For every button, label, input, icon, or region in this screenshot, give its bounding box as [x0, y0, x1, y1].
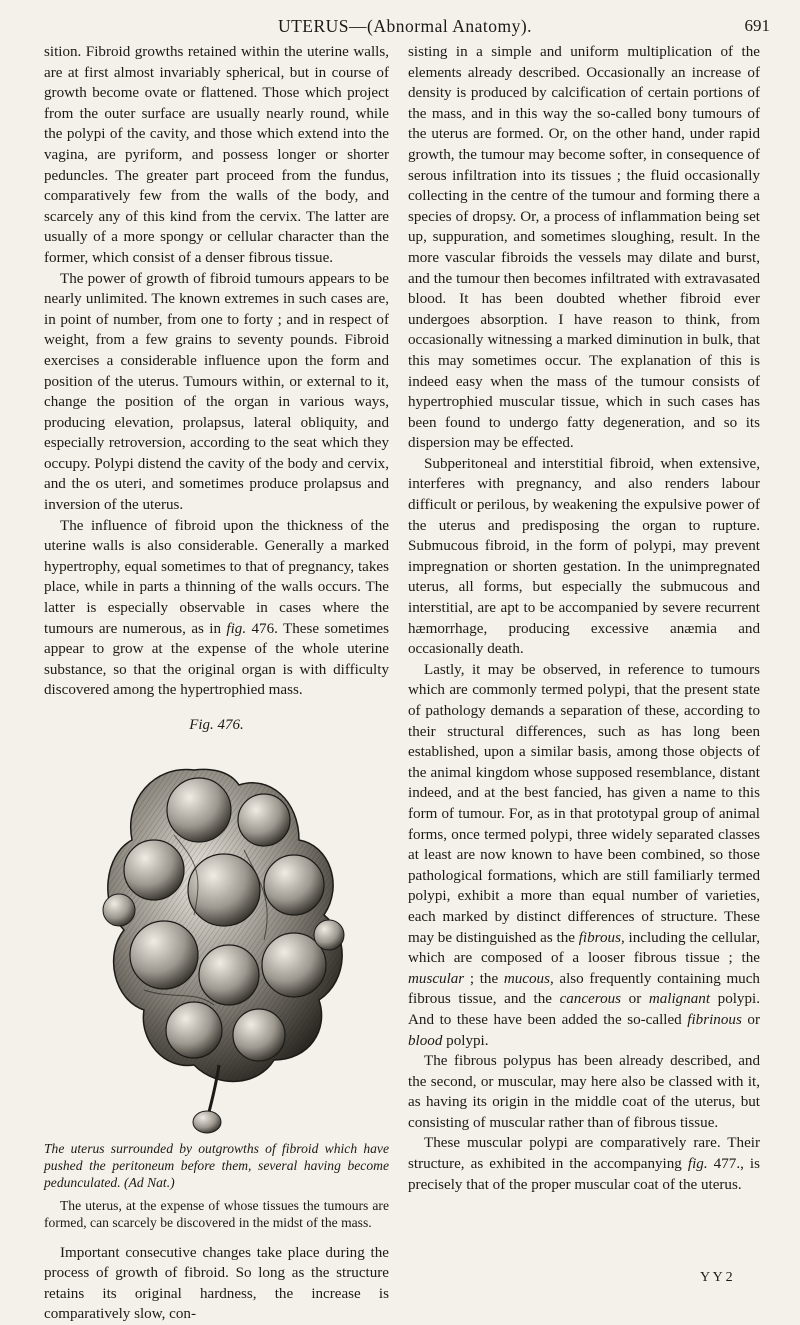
text-run: These sometimes appear to grow at the expense of the whole uterine substance, so that the original organ is with difficulty discovered among the hypertrophied mass.	[44, 620, 390, 699]
text-run: Lastly, it may be observed, in reference to tumours which are commonly termed polypi, that the present state of pathology demands a separation of these, according to their structural differences, such as has long been established, upon a similar basis, among those objects of the animal kingdom whose supposed resemblance, distant indeed, and at the best fancied, has given a name to this form of tumour. For, as in that prototypal group of animal forms, once termed polypi, three widely separated classes at least are now known to have been combined, so those pathological formations, which are still familiarly termed polypi, exhibit a more than equal number of varieties, each marked by distinct differences of structure. These may be distinguished as the	[408, 661, 760, 946]
paragraph: The power of growth of fibroid tumours appears to be nearly unlimited. The known extremes in such cases are, in point of number, from one to forty ; and in respect of weight, from a few grains to seventy pounds. Fibroid exercises a considerable influence upon the form and position of the uterus. Tumours within, or external to it, change the position of the organ in various ways, producing elevation, prolapsus, lateral obliquity, and especially retroversion, according to the seat which they occupy. Polypi distend the cavity of the body and cervix, and the os uteri, and sometimes produce prolapsus and inversion of the uterus.	[44, 270, 389, 514]
signature-mark: Y Y 2	[700, 1270, 733, 1285]
right-column	[408, 42, 760, 1195]
text-run: 476.	[246, 620, 278, 637]
left-column	[44, 42, 389, 1325]
term-cancerous: cancerous	[559, 991, 622, 1008]
page-number: 691	[744, 16, 770, 35]
paragraph: Important consecutive changes take place during the process of growth of fibroid. So long as the structure retains its original hardness, the increase is comparatively slow, con-	[44, 1244, 389, 1323]
text-run: , also frequently containing much fibrous tissue, and the	[408, 970, 760, 1008]
term-fibrinous: fibrinous	[687, 1011, 742, 1028]
text-run: , including the cellular, which are composed of a looser fibrous tissue ; the	[408, 929, 760, 967]
running-title: UTERUS—(Abnormal Anatomy).	[277, 16, 533, 36]
uterus-engraving	[44, 740, 389, 1140]
text-run: ; the	[464, 970, 504, 987]
figure-illustration	[44, 740, 389, 1140]
paragraph	[408, 1133, 760, 1195]
term-blood: blood	[408, 1032, 443, 1049]
term-mucous: mucous	[503, 970, 550, 987]
text-run: The influence of fibroid upon the thickness of the uterine walls is also considerable. Generally a marked hypertrophy, equal sometimes to that of pregnancy, takes place, while in parts a thinning of the walls occurs. The latter is especially observable in cases where the tumours are numerous, as in	[44, 517, 389, 637]
paragraph: Subperitoneal and interstitial fibroid, when extensive, interferes with pregnancy, and also renders labour difficult or perilous, by weakening the expulsive power of the uterus and predisposing the organ to rupture. Submucous fibroid, in the form of polypi, may prevent impregnation or shorten gestation. In the unimpregnated uterus, all forms, but especially the submucous and interstitial, are apt to be accompanied by severe recurrent hæmorrhage, producing excessive anæmia and occasionally death.	[408, 455, 760, 658]
paragraph: sisting in a simple and uniform multiplication of the elements already described. Occasionally an increase of density is produced by calcification of certain portions of the mass, and in this way the so-called bony tumours of the uterus are formed. Or, on the other hand, under rapid growth, the tumour may become softer, in consequence of serous infiltration into its tissues ; the fluid occasionally collecting in the centre of the tumour and forming there a species of dropsy. Or, a process of inflammation being set up, suppuration, and sometimes sloughing, result. In the more vascular fibroids the vessels may dilate and burst, and the tumour then becomes infiltrated with extravasated blood. It has been doubted whether fibroid ever undergoes absorption. I have reason to think, from occasionally witnessing a marked diminution in bulk, that this may sometimes occur. The explanation of this is indeed easy when the mass of the tumour consists of hypertrophied muscular tissue, which in such cases has been found to undergo fatty degeneration, and so its dispersion may be effected.	[408, 44, 760, 452]
paragraph	[408, 660, 760, 1051]
figure-reference: fig.	[226, 620, 247, 637]
paragraph	[44, 516, 389, 701]
figure-label: Fig. 476.	[189, 717, 244, 733]
text-run: These muscular polypi are comparatively rare. Their structure, as exhibited in the accompanying	[408, 1135, 760, 1173]
paragraph: The fibrous polypus has been already described, and the second, or muscular, may here also be classed with it, as having its origin in the middle coat of the uterus, but consisting of muscular rather than of fibrous tissue.	[408, 1053, 760, 1131]
text-run: polypi.	[442, 1032, 489, 1049]
text-run: or	[621, 991, 649, 1008]
running-head	[40, 16, 770, 42]
text-run: 477., is precisely that of the proper muscular coat of the uterus.	[408, 1156, 760, 1193]
figure-caption	[44, 1140, 389, 1191]
term-fibrous: fibrous	[578, 929, 621, 946]
caption-source: (Ad Nat.)	[120, 1174, 175, 1190]
text-run: or	[741, 1011, 760, 1028]
term-muscular: muscular	[408, 970, 465, 987]
figure-reference: fig.	[687, 1156, 708, 1173]
figure-description: The uterus, at the expense of whose tissues the tumours are formed, can scarcely be discovered in the midst of the mass.	[44, 1197, 389, 1230]
paragraph: sition. Fibroid growths retained within the uterine walls, are at first almost invariably spherical, but in course of growth become ovate or flattened. Those which project from the outer surface are usually nearly round, while the polypi of the cavity, and those which extend into the vagina, are pyriform, and possess longer or shorter peduncles. The greater part proceed from the fundus, comparatively few from the walls of the body, and scarcely any of this kind from the cervix. The latter are usually of a more spongy or cellular character than the former, which consist of a denser fibrous tissue.	[44, 44, 389, 266]
text-run: polypi. And to these have been added the so-called	[408, 991, 760, 1028]
caption-text: The uterus surrounded by outgrowths of fibroid which have pushed the peritoneum before them, several having become pedunculated.	[44, 1140, 389, 1190]
term-malignant: malignant	[648, 991, 711, 1008]
